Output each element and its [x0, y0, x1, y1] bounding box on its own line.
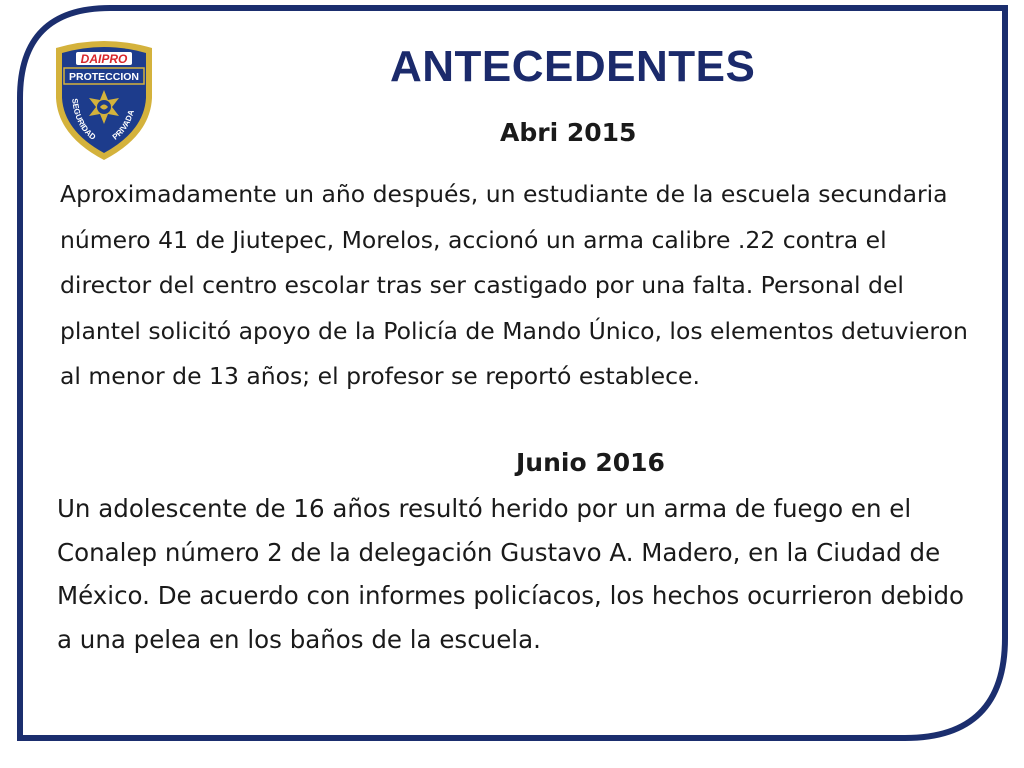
logo-left-text: SEGURIDAD — [70, 98, 98, 142]
section-heading-2015: Abri 2015 — [500, 118, 637, 147]
logo-right-text: PRIVADA — [110, 108, 136, 142]
section-body-2015: Aproximadamente un año después, un estudiante de la escuela secundaria número 41 de Jiutepec, Morelos, accionó un arma calibre .22 contra el director del centro escolar tras ser castigado por una falta. Personal del plantel solicitó apoyo de la Policía de Mando Único, los elementos detuvieron al menor de 13 años; el profesor se reportó establece. — [60, 180, 968, 390]
slide-title: ANTECEDENTES — [390, 42, 756, 91]
security-badge-icon — [50, 38, 158, 162]
section-heading-2016: Junio 2016 — [516, 448, 665, 477]
logo-top-text: DAIPRO — [80, 52, 128, 66]
section-body-2016: Un adolescente de 16 años resultó herido por un arma de fuego en el Conalep número 2 de la delegación Gustavo A. Madero, en la Ciudad de México. De acuerdo con informes policíacos, los hechos ocurrieron debido a una pelea en los baños de la escuela. — [57, 494, 965, 654]
logo-band-text: PROTECCION — [68, 71, 140, 83]
